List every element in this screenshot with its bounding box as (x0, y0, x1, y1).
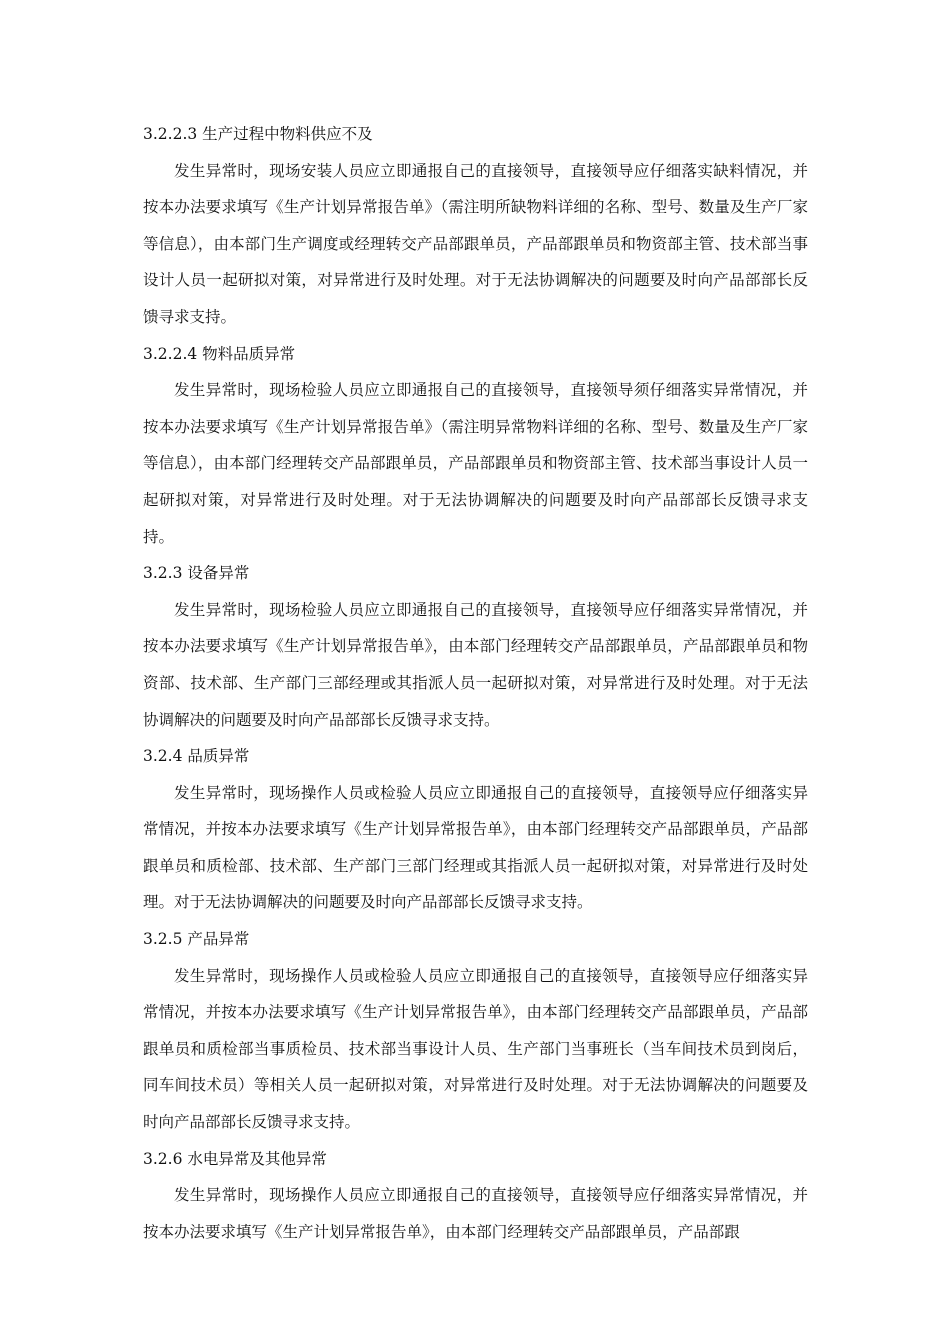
section-heading-3-2-4: 3.2.4 品质异常 (143, 747, 250, 766)
section-heading-3-2-3: 3.2.3 设备异常 (143, 564, 250, 583)
section-paragraph-3-2-2-3: 发生异常时，现场安装人员应立即通报自己的直接领导，直接领导应仔细落实缺料情况，并按本办法要求填写《生产计划异常报告单》（需注明所缺物料详细的名称、型号、数量及生产厂家等信息），由本部门生产调度或经理转交产品部跟单员，产品部跟单员和物资部主管、技术部当事设计人员一起研拟对策，对异常进行及时处理。对于无法协调解决的问题要及时向产品部部长反馈寻求支持。 (143, 161, 808, 326)
section-paragraph-3-2-2-4: 发生异常时，现场检验人员应立即通报自己的直接领导，直接领导须仔细落实异常情况，并按本办法要求填写《生产计划异常报告单》（需注明异常物料详细的名称、型号、数量及生产厂家等信息），由本部门经理转交产品部跟单员，产品部跟单员和物资部主管、技术部当事设计人员一起研拟对策，对异常进行及时处理。对于无法协调解决的问题要及时向产品部部长反馈寻求支持。 (143, 381, 808, 546)
section-heading-3-2-5: 3.2.5 产品异常 (143, 930, 250, 949)
section-heading-3-2-2-4: 3.2.2.4 物料品质异常 (143, 344, 296, 363)
section-paragraph-3-2-5: 发生异常时，现场操作人员或检验人员应立即通报自己的直接领导，直接领导应仔细落实异常情况，并按本办法要求填写《生产计划异常报告单》，由本部门经理转交产品部跟单员，产品部跟单员和质检部当事质检员、技术部当事设计人员、生产部门当事班长（当车间技术员到岗后，同车间技术员）等相关人员一起研拟对策，对异常进行及时处理。对于无法协调解决的问题要及时向产品部部长反馈寻求支持。 (143, 966, 808, 1132)
section-heading-3-2-6: 3.2.6 水电异常及其他异常 (143, 1149, 327, 1168)
section-paragraph-3-2-4: 发生异常时，现场操作人员或检验人员应立即通报自己的直接领导，直接领导应仔细落实异常情况，并按本办法要求填写《生产计划异常报告单》，由本部门经理转交产品部跟单员，产品部跟单员和质检部、技术部、生产部门三部门经理或其指派人员一起研拟对策，对异常进行及时处理。对于无法协调解决的问题要及时向产品部部长反馈寻求支持。 (143, 783, 808, 912)
section-paragraph-3-2-6: 发生异常时，现场操作人员应立即通报自己的直接领导，直接领导应仔细落实异常情况，并按本办法要求填写《生产计划异常报告单》，由本部门经理转交产品部跟单员，产品部跟 (143, 1186, 808, 1241)
document-body (143, 116, 808, 1250)
section-paragraph-3-2-3: 发生异常时，现场检验人员应立即通报自己的直接领导，直接领导应仔细落实异常情况，并按本办法要求填写《生产计划异常报告单》，由本部门经理转交产品部跟单员，产品部跟单员和物资部、技术部、生产部门三部经理或其指派人员一起研拟对策，对异常进行及时处理。对于无法协调解决的问题要及时向产品部部长反馈寻求支持。 (143, 600, 808, 729)
section-heading-3-2-2-3: 3.2.2.3 生产过程中物料供应不及 (143, 125, 373, 143)
